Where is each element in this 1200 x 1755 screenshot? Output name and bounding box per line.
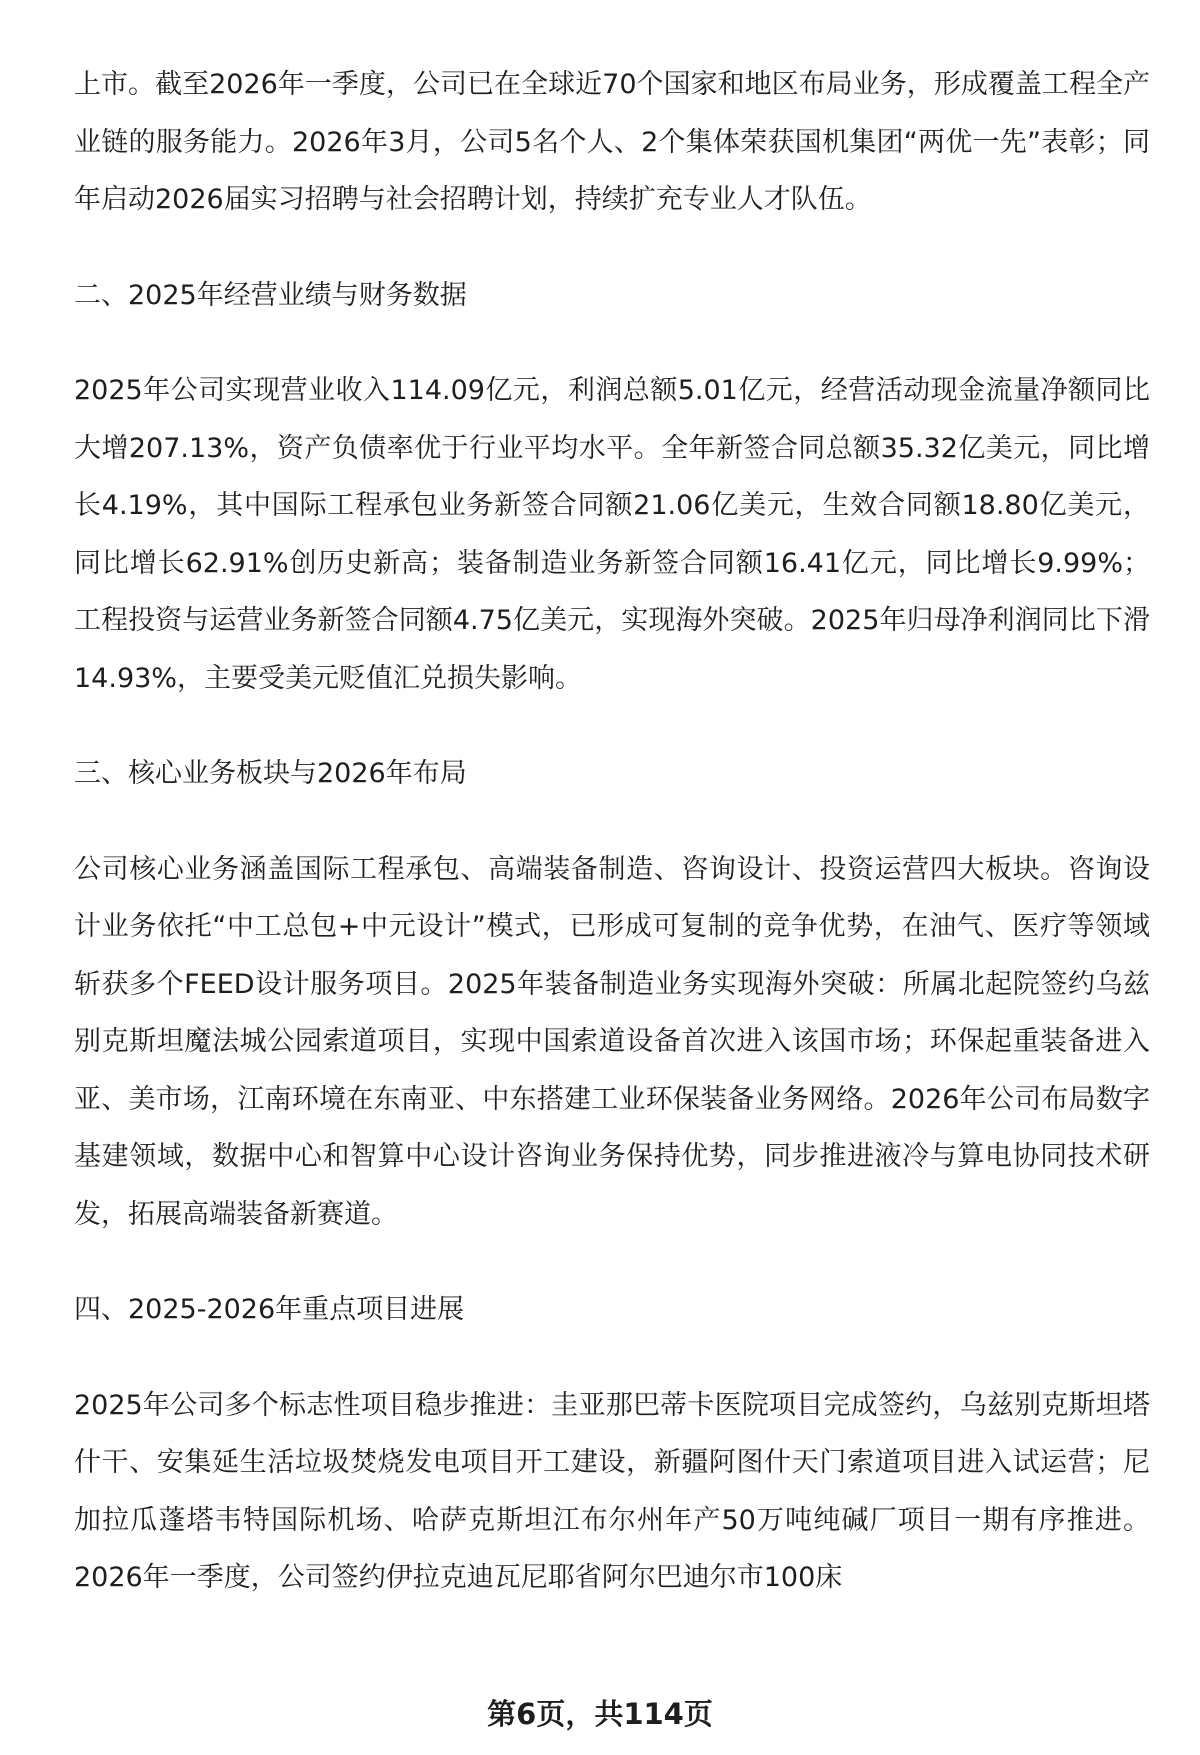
paragraph-intro: 上市。截至2026年一季度，公司已在全球近70个国家和地区布局业务，形成覆盖工程全产业链的服务能力。2026年3月，公司5名个人、2个集体荣获国机集团“两优一先”表彰；同年启动2026届实习招聘与社会招聘计划，持续扩充专业人才队伍。: [74, 69, 1150, 215]
section-heading-4: 四、2025-2026年重点项目进展: [74, 1294, 465, 1325]
document-body: [74, 56, 1150, 1607]
paragraph-business: 公司核心业务涵盖国际工程承包、高端装备制造、咨询设计、投资运营四大板块。咨询设计业务依托“中工总包+中元设计”模式，已形成可复制的竞争优势，在油气、医疗等领域斩获多个FEED设计服务项目。2025年装备制造业务实现海外突破：所属北起院签约乌兹别克斯坦魔法城公园索道项目，实现中国索道设备首次进入该国市场；环保起重装备进入亚、美市场，江南环境在东南亚、中东搭建工业环保装备业务网络。2026年公司布局数字基建领域，数据中心和智算中心设计咨询业务保持优势，同步推进液冷与算电协同技术研发，拓展高端装备新赛道。: [74, 853, 1150, 1230]
page-number: 第6页，共114页: [487, 1697, 713, 1731]
section-heading-2: 二、2025年经营业绩与财务数据: [74, 279, 467, 311]
paragraph-projects: 2025年公司多个标志性项目稳步推进：圭亚那巴蒂卡医院项目完成签约，乌兹别克斯坦塔什干、安集延生活垃圾焚烧发电项目开工建设，新疆阿图什天门索道项目进入试运营；尼加拉瓜蓬塔韦特国际机场、哈萨克斯坦江布尔州年产50万吨纯碱厂项目一期有序推进。2026年一季度，公司签约伊拉克迪瓦尼耶省阿尔巴迪尔市100床: [74, 1389, 1150, 1593]
paragraph-performance: 2025年公司实现营业收入114.09亿元，利润总额5.01亿元，经营活动现金流量净额同比大增207.13%，资产负债率优于行业平均水平。全年新签合同总额35.32亿美元，同比增长4.19%，其中国际工程承包业务新签合同额21.06亿美元，生效合同额18.80亿美元，同比增长62.91%创历史新高；装备制造业务新签合同额16.41亿元，同比增长9.99%；工程投资与运营业务新签合同额4.75亿美元，实现海外突破。2025年归母净利润同比下滑14.93%，主要受美元贬值汇兑损失影响。: [74, 375, 1150, 694]
section-heading-3: 三、核心业务板块与2026年布局: [74, 758, 467, 789]
